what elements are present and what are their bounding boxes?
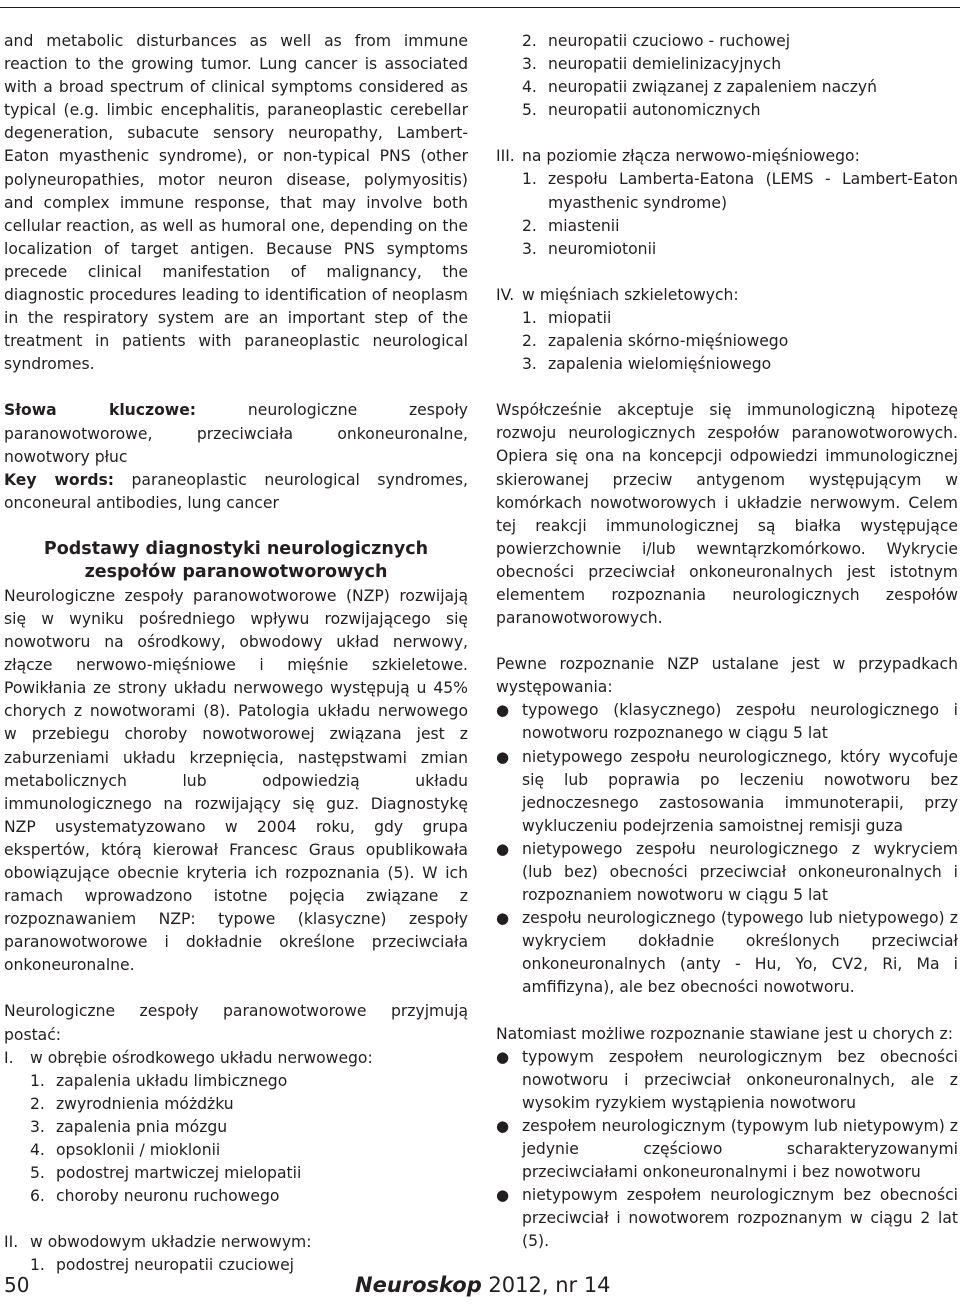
list-item-number: 2.: [522, 216, 537, 235]
list-item: [496, 238, 958, 261]
list-item-number: 1.: [522, 308, 537, 327]
bullet-item: [496, 1046, 958, 1115]
group-3-heading: [496, 145, 958, 168]
list-item: [496, 330, 958, 353]
bullet-item: [496, 699, 958, 745]
list-item-number: 1.: [522, 170, 537, 189]
bullet-text: nietypowym zespołem neurologicznym bez obecności przeciwciał i nowotworem rozpoznanym w ciągu 2 lat (5).: [522, 1186, 958, 1251]
group-2-heading: [4, 1231, 468, 1254]
group-2-label: w obwodowym układzie nerwowym:: [30, 1233, 312, 1252]
bullet-icon: ●: [496, 1186, 510, 1205]
keywords-polish-label: Słowa kluczowe:: [4, 401, 197, 420]
group-4-number: IV.: [496, 285, 515, 304]
list-item: [4, 1070, 468, 1093]
left-column: [4, 30, 468, 1278]
list-item: [496, 307, 958, 330]
bullet-icon: ●: [496, 839, 510, 858]
list-item-number: 2.: [30, 1094, 45, 1113]
hypothesis-paragraph: Współcześnie akceptuje się immunologiczną hipotezę rozwoju neurologicznych zespołów paranowotworowych. Opiera się ona na koncepcji odpowiedzi immunologicznej skierowanej przeciw antygenom występującym w komórkach nowotworowych i układzie nerwowym. Celem tej reakcji immunologicznej są białka występujące powierzchownie i/lub wewntąrzkomórkowo. Wykrycie obecności przeciwciał onkoneuronalnych jest istotnym elementem rozpoznania neurologicznych zespołów paranowotworowych.: [496, 401, 958, 628]
list-item-text: opsoklonii / mioklonii: [56, 1141, 221, 1160]
bullet-icon: ●: [496, 701, 510, 720]
bullet-icon: ●: [496, 1047, 510, 1066]
right-column: [496, 30, 958, 1254]
list-item-number: 2.: [522, 32, 537, 50]
list-item-number: 5.: [522, 101, 537, 120]
page-number: 50: [4, 1273, 30, 1297]
list-item-number: 4.: [522, 78, 537, 97]
list-item-text: neuromiotonii: [548, 239, 657, 258]
list-item-number: 4.: [30, 1141, 45, 1160]
section-heading-line1: Podstawy diagnostyki neurologicznych: [43, 538, 429, 559]
bullet-item: [496, 1184, 958, 1253]
journal-issue: 2012, nr 14: [481, 1273, 611, 1297]
list-item-text: podostrej neuropatii czuciowej: [56, 1256, 294, 1275]
list-item: [496, 30, 958, 53]
bullet-text: typowego (klasycznego) zespołu neurologicznego i nowotworu rozpoznanego w ciągu 5 lat: [522, 701, 958, 743]
list-item-text: zwyrodnienia móżdżku: [56, 1094, 234, 1113]
bullet-text: zespołem neurologicznym (typowym lub nietypowym) z jedynie częściowo scharakteryzowanymi przeciwciałami onkoneuronalnymi i bez nowotworu: [522, 1116, 958, 1182]
certain-diagnosis-intro: Pewne rozpoznanie NZP ustalane jest w przypadkach występowania:: [496, 655, 958, 697]
list-item: [4, 1162, 468, 1185]
group-3-number: III.: [496, 147, 515, 166]
list-item-text: choroby neuronu ruchowego: [56, 1187, 280, 1206]
list-item-text: neuropatii autonomicznych: [548, 101, 761, 120]
bullet-item: [496, 1115, 958, 1184]
list-item: [496, 168, 958, 214]
keywords-english: [4, 469, 468, 515]
list-item-text: zapalenia układu limbicznego: [56, 1071, 288, 1090]
list-item-number: 3.: [522, 239, 537, 258]
bullet-text: nietypowego zespołu neurologicznego z wykryciem (lub bez) obecności przeciwciał onkoneuronalnych i rozpoznaniem nowotworu w ciągu 5 lat: [522, 839, 958, 905]
list-item-number: 1.: [30, 1256, 45, 1275]
group-3-label: na poziomie złącza nerwowo-mięśniowego:: [522, 147, 860, 166]
group-2-number: II.: [4, 1233, 19, 1252]
group-1-number: I.: [4, 1048, 14, 1067]
bullet-text: nietypowego zespołu neurologicznego, który wycofuje się lub poprawia po leczeniu nowotworu bez jednoczesnego zastosowania immunoterapii, przy wykluczeniu podejrzenia samoistnej remisji guza: [522, 747, 958, 835]
list-item-number: 6.: [30, 1187, 45, 1206]
body-paragraph: Neurologiczne zespoły paranowotworowe (NZP) rozwijają się w wyniku pośredniego wpływu rozwijającego się nowotworu na ośrodkowy, obwodowy układ nerwowy, złącze nerwowo-mięśniowe i mięśnie szkieletowe. Powikłania ze strony układu nerwowego występują u 45% chorych z nowotworami (8). Patologia układu nerwowego w przebiegu choroby nowotworowej związana jest z zaburzeniami układu krzepnięcia, następstwami zmian metabolicznych lub odpowiedzią układu immunologicznego na rozwijający się guz. Diagnostykę NZP usystematyzowano w 2004 roku, gdy grupa ekspertów, którą kierował Francesc Graus opublikowała obowiązujące obecnie kryteria ich rozpoznania (5). W ich ramach wprowadzono istotne pojęcia związane z rozpoznawaniem NZP: typowe (klasyczne) zespoły paranowotworowe i dokładnie określone przeciwciała onkoneuronalne.: [4, 586, 468, 975]
list-item-text: zapalenia pnia mózgu: [56, 1117, 228, 1136]
keywords-english-label: Key words:: [4, 470, 114, 489]
forms-intro: Neurologiczne zespoły paranowotworowe przyjmują postać:: [4, 1002, 468, 1044]
list-item: [496, 53, 958, 76]
list-item-text: neuropatii związanej z zapaleniem naczyń: [548, 78, 878, 97]
bullet-icon: ●: [496, 909, 510, 928]
abstract-english: and metabolic disturbances as well as from immune reaction to the growing tumor. Lung cancer is associated with a broad spectrum of clinical symptoms considered as typical (e.g. limbic encephalitis, paraneoplastic cerebellar degeneration, subacute sensory neuropathy, Lambert-Eaton myasthenic syndrome), or non-typical PNS (other polyneuropathies, motor neuron disease, polymyositis) and complex immune response, that may involve both cellular reaction, as well as humoral one, depending on the localization of target antigen. Because PNS symptoms precede clinical manifestation of malignancy, the diagnostic procedures leading to identification of neoplasm in the respiratory system are an important step of the treatment in patients with paraneoplastic neurological syndromes.: [4, 32, 468, 374]
list-item-number: 3.: [30, 1117, 45, 1136]
bullet-item: [496, 746, 958, 838]
list-item: [496, 353, 958, 376]
possible-diagnosis-intro: Natomiast możliwe rozpoznanie stawiane jest u chorych z:: [496, 1024, 953, 1043]
keywords-english-text: paraneoplastic neurological syndromes, onconeural antibodies, lung cancer: [4, 470, 468, 512]
list-item: [496, 99, 958, 122]
list-item-number: 3.: [522, 355, 537, 374]
list-item: [4, 1093, 468, 1116]
bullet-item: [496, 907, 958, 999]
section-heading-line2: zespołów paranowotworowych: [84, 562, 388, 583]
page-footer: [0, 1273, 960, 1303]
list-item-number: 5.: [30, 1164, 45, 1183]
list-item: [4, 1185, 468, 1208]
group-4-heading: [496, 284, 958, 307]
group-4-label: w mięśniach szkieletowych:: [522, 285, 739, 304]
list-item-text: miopatii: [548, 308, 612, 327]
top-rule: [0, 7, 960, 8]
bullet-icon: ●: [496, 1116, 510, 1135]
group-1-label: w obrębie ośrodkowego układu nerwowego:: [30, 1048, 373, 1067]
bullet-text: zespołu neurologicznego (typowego lub nietypowego) z wykryciem dokładnie określonych przeciwciał onkoneuronalnych (anty - Hu, Yo, CV2, Ri, Ma i amfifizyna), ale bez obecności nowotworu.: [522, 909, 958, 997]
list-item: [496, 76, 958, 99]
list-item-number: 3.: [522, 55, 537, 74]
list-item-text: neuropatii demielinizacyjnych: [548, 55, 782, 74]
list-item-text: zespołu Lamberta-Eatona (LEMS - Lambert-Eaton myasthenic syndrome): [548, 170, 958, 212]
list-item-text: zapalenia wielomięśniowego: [548, 355, 772, 374]
keywords-polish-text: neurologiczne zespoły paranowotworowe, przeciwciała onkoneuronalne, nowotwory płuc: [4, 401, 468, 466]
list-item-text: podostrej martwiczej mielopatii: [56, 1164, 302, 1183]
bullet-icon: ●: [496, 747, 510, 766]
list-item-text: neuropatii czuciowo - ruchowej: [548, 32, 791, 50]
list-item-text: zapalenia skórno-mięśniowego: [548, 332, 789, 351]
journal-name: Neuroskop: [355, 1273, 482, 1297]
journal-info: [355, 1273, 611, 1297]
list-item: [496, 215, 958, 238]
bullet-text: typowym zespołem neurologicznym bez obecności nowotworu i przeciwciał onkoneuronalnych, ale z wysokim ryzykiem wystąpienia nowotworu: [522, 1047, 958, 1112]
list-item-text: miastenii: [548, 216, 620, 235]
group-1-heading: [4, 1047, 468, 1070]
list-item: [4, 1116, 468, 1139]
list-item-number: 1.: [30, 1071, 45, 1090]
section-heading: [4, 538, 468, 585]
bullet-item: [496, 838, 958, 907]
keywords-polish: [4, 399, 468, 468]
list-item-number: 2.: [522, 332, 537, 351]
list-item: [4, 1139, 468, 1162]
